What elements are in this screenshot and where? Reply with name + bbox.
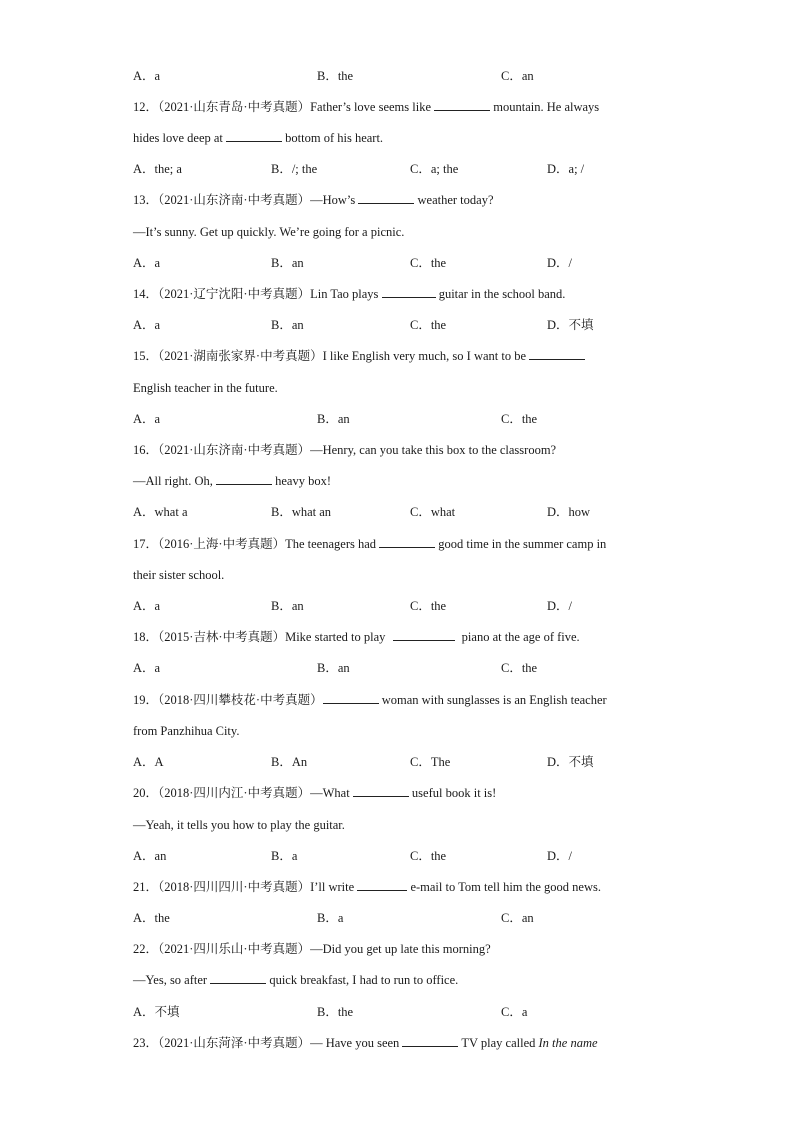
q14-option-b[interactable]: B．an bbox=[271, 318, 304, 332]
q21-option-a[interactable]: A．the bbox=[133, 911, 170, 925]
q16-option-c[interactable]: C．what bbox=[410, 505, 456, 519]
q12-option-d[interactable]: D．a; / bbox=[547, 162, 585, 176]
q18-option-a[interactable]: A．a bbox=[133, 661, 161, 675]
q11-option-b[interactable]: B．the bbox=[317, 69, 354, 83]
q15-stem-line1: 15．（2021·湖南张家界·中考真题）I like English very much, so I want to be bbox=[133, 348, 585, 364]
q20-stem-line1: 20．（2018·四川内江·中考真题）—What useful book it is! bbox=[133, 786, 497, 800]
q21-option-c[interactable]: C．an bbox=[501, 911, 534, 925]
q19-option-c[interactable]: C．The bbox=[410, 755, 451, 769]
q22-blank[interactable] bbox=[210, 972, 266, 984]
q15-option-c[interactable]: C．the bbox=[501, 412, 538, 426]
q19-stem-line1: 19．（2018·四川攀枝花·中考真题） woman with sunglasses is an English teacher bbox=[133, 693, 607, 707]
q15-stem-line2: English teacher in the future. bbox=[133, 381, 278, 395]
q22-option-b[interactable]: B．the bbox=[317, 1005, 354, 1019]
q23-stem-line1: 23．（2021·山东菏泽·中考真题）— Have you seen TV play called In the name bbox=[133, 1036, 598, 1050]
q12-blank-1[interactable] bbox=[434, 99, 490, 111]
q21-stem-line1: 21．（2018·四川四川·中考真题）I’ll write e-mail to Tom tell him the good news. bbox=[133, 880, 601, 894]
q16-blank[interactable] bbox=[216, 473, 272, 485]
q13-option-b[interactable]: B．an bbox=[271, 256, 304, 270]
q11-option-a[interactable]: A．a bbox=[133, 69, 161, 83]
q16-stem-line2: —All right. Oh, heavy box! bbox=[133, 474, 331, 488]
q20-stem-line2: —Yeah, it tells you how to play the guitar. bbox=[133, 818, 345, 832]
q21-option-b[interactable]: B．a bbox=[317, 911, 344, 925]
q13-option-d[interactable]: D．/ bbox=[547, 256, 573, 270]
q20-option-d[interactable]: D．/ bbox=[547, 849, 573, 863]
q17-option-b[interactable]: B．an bbox=[271, 599, 304, 613]
q23-tv-play-title: In the name bbox=[538, 1036, 598, 1050]
q13-stem-line1: 13．（2021·山东济南·中考真题）—How’s weather today? bbox=[133, 193, 494, 207]
q14-stem-line1: 14．（2021·辽宁沈阳·中考真题）Lin Tao plays guitar in the school band. bbox=[133, 287, 566, 301]
q13-blank[interactable] bbox=[358, 192, 414, 204]
q17-option-a[interactable]: A．a bbox=[133, 599, 161, 613]
q19-stem-line2: from Panzhihua City. bbox=[133, 724, 240, 738]
q14-option-c[interactable]: C．the bbox=[410, 318, 447, 332]
q22-stem-line2: —Yes, so after quick breakfast, I had to run to office. bbox=[133, 973, 459, 987]
q18-stem-line1: 18．（2015·吉林·中考真题）Mike started to play piano at the age of five. bbox=[133, 630, 580, 644]
q15-option-b[interactable]: B．an bbox=[317, 412, 350, 426]
q12-stem-line1: 12．（2021·山东青岛·中考真题）Father’s love seems like mountain. He always bbox=[133, 100, 600, 114]
q12-blank-2[interactable] bbox=[226, 130, 282, 142]
q21-blank[interactable] bbox=[357, 879, 407, 891]
q17-stem-line1: 17．（2016·上海·中考真题）The teenagers had good time in the summer camp in bbox=[133, 537, 607, 551]
q14-option-d[interactable]: D．不填 bbox=[547, 318, 594, 332]
q16-option-b[interactable]: B．what an bbox=[271, 505, 332, 519]
q16-stem-line1: 16．（2021·山东济南·中考真题）—Henry, can you take this box to the classroom? bbox=[133, 443, 557, 457]
q17-option-c[interactable]: C．the bbox=[410, 599, 447, 613]
q14-option-a[interactable]: A．a bbox=[133, 318, 161, 332]
q19-option-d[interactable]: D．不填 bbox=[547, 755, 594, 769]
q16-option-a[interactable]: A．what a bbox=[133, 505, 188, 519]
q12-option-c[interactable]: C．a; the bbox=[410, 162, 459, 176]
q16-option-d[interactable]: D．how bbox=[547, 505, 591, 519]
q19-blank[interactable] bbox=[323, 692, 379, 704]
q17-blank[interactable] bbox=[379, 536, 435, 548]
q20-blank[interactable] bbox=[353, 785, 409, 797]
q18-option-b[interactable]: B．an bbox=[317, 661, 350, 675]
q18-blank[interactable] bbox=[393, 629, 455, 641]
q22-option-c[interactable]: C．a bbox=[501, 1005, 528, 1019]
q22-stem-line1: 22．（2021·四川乐山·中考真题）—Did you get up late this morning? bbox=[133, 942, 491, 956]
q20-option-b[interactable]: B．a bbox=[271, 849, 298, 863]
q15-option-a[interactable]: A．a bbox=[133, 412, 161, 426]
q13-stem-line2: —It’s sunny. Get up quickly. We’re going for a picnic. bbox=[133, 225, 405, 239]
q22-option-a[interactable]: A．不填 bbox=[133, 1005, 180, 1019]
q17-option-d[interactable]: D．/ bbox=[547, 599, 573, 613]
q19-option-b[interactable]: B．An bbox=[271, 755, 308, 769]
q12-option-a[interactable]: A．the; a bbox=[133, 162, 182, 176]
q15-blank[interactable] bbox=[529, 348, 585, 360]
q11-option-c[interactable]: C．an bbox=[501, 69, 534, 83]
q23-blank[interactable] bbox=[402, 1035, 458, 1047]
q14-blank[interactable] bbox=[382, 286, 436, 298]
q13-option-a[interactable]: A．a bbox=[133, 256, 161, 270]
q12-stem-line2: hides love deep at bottom of his heart. bbox=[133, 131, 384, 145]
q13-option-c[interactable]: C．the bbox=[410, 256, 447, 270]
q20-option-c[interactable]: C．the bbox=[410, 849, 447, 863]
q17-stem-line2: their sister school. bbox=[133, 568, 225, 582]
q12-option-b[interactable]: B．/; the bbox=[271, 162, 318, 176]
q19-option-a[interactable]: A．A bbox=[133, 755, 164, 769]
q18-option-c[interactable]: C．the bbox=[501, 661, 538, 675]
q20-option-a[interactable]: A．an bbox=[133, 849, 167, 863]
